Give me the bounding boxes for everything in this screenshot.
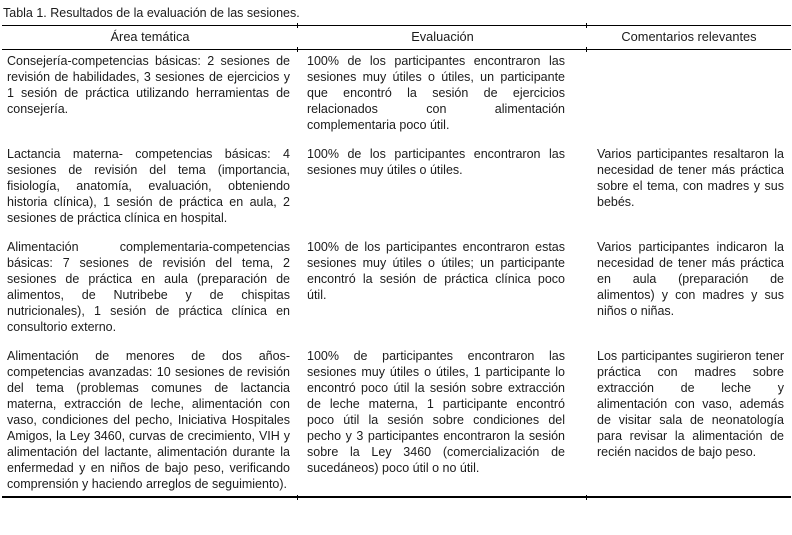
cell-evaluacion: 100% de los participantes encontraron las sesiones muy útiles o útiles. bbox=[307, 147, 565, 177]
table-row bbox=[2, 236, 791, 345]
table-row bbox=[2, 143, 791, 236]
cell-area-tematica: Lactancia materna- competencias básicas: 4 sesiones de revisión del tema (importancia, fisiología, anatomía, evaluación, obteniendo historia clínica), 1 sesión de práctica en aula, 2 sesiones de práctica clínica en hospital. bbox=[7, 147, 290, 225]
cell-comentarios: Los participantes sugirieron tener práctica con madres sobre extracción de leche y alimentación con vaso, además de visitar sala de neonatología para revisar la alimentación de recién nacidos de bajo peso. bbox=[587, 345, 791, 497]
cell-comentarios bbox=[587, 50, 791, 144]
results-table bbox=[2, 25, 791, 498]
cell-evaluacion: 100% de los participantes encontraron las sesiones muy útiles o útiles, un participante que encontró la sesión de ejercicios relacionados con alimentación complementaria poco útil. bbox=[307, 54, 565, 132]
column-header-evaluacion: Evaluación bbox=[298, 26, 587, 50]
cell-comentarios: Varios participantes indicaron la necesidad de tener más práctica en aula (preparación de alimentos) y con madres y sus niños o niñas. bbox=[597, 240, 784, 318]
column-header-comentarios: Comentarios relevantes bbox=[587, 26, 791, 50]
cell-evaluacion: 100% de los participantes encontraron estas sesiones muy útiles o útiles; un participante encontró la sesión de práctica clínica poco útil. bbox=[307, 240, 565, 302]
cell-area-tematica: Consejería-competencias básicas: 2 sesiones de revisión de habilidades, 3 sesiones de ejercicios y 1 sesión de práctica utilizando herramientas de consejería. bbox=[7, 54, 290, 116]
cell-comentarios: Varios participantes resaltaron la necesidad de tener más práctica sobre el tema, con madres y sus bebés. bbox=[597, 147, 784, 209]
table-row bbox=[2, 345, 791, 497]
table-row bbox=[2, 50, 791, 144]
header-row bbox=[2, 26, 791, 50]
column-header-area-tematica: Área temática bbox=[2, 26, 298, 50]
cell-area-tematica: Alimentación de menores de dos años-competencias avanzadas: 10 sesiones de revisión del tema (problemas comunes de lactancia materna, extracción de leche, alimentación con vaso, condiciones del pecho, Iniciativa Hospitales Amigos, la Ley 3460, curvas de crecimiento, VIH y alimentación del lactante, alimentación durante la enfermedad y en niños de bajo peso, verificando comprensión y haciendo arreglos de seguimiento). bbox=[7, 349, 290, 491]
table-caption: Tabla 1. Resultados de la evaluación de las sesiones. bbox=[3, 6, 300, 20]
cell-evaluacion: 100% de participantes encontraron las sesiones muy útiles o útiles, 1 participante lo encontró poco útil la sesión sobre extracción de leche materna, 1 participante encontró poco útil la sesión sobre condiciones del pecho y 3 participantes encontraron la sesión sobre la Ley 3460 (comercialización de sucedáneos) poco útil o no útil. bbox=[298, 345, 587, 497]
cell-area-tematica: Alimentación complementaria-competencias básicas: 7 sesiones de revisión del tema, 2 sesiones de práctica en aula (preparación de alimentos, de Nutribebe y de chispitas nutricionales), 1 sesión de práctica clínica en consultorio externo. bbox=[7, 240, 290, 334]
